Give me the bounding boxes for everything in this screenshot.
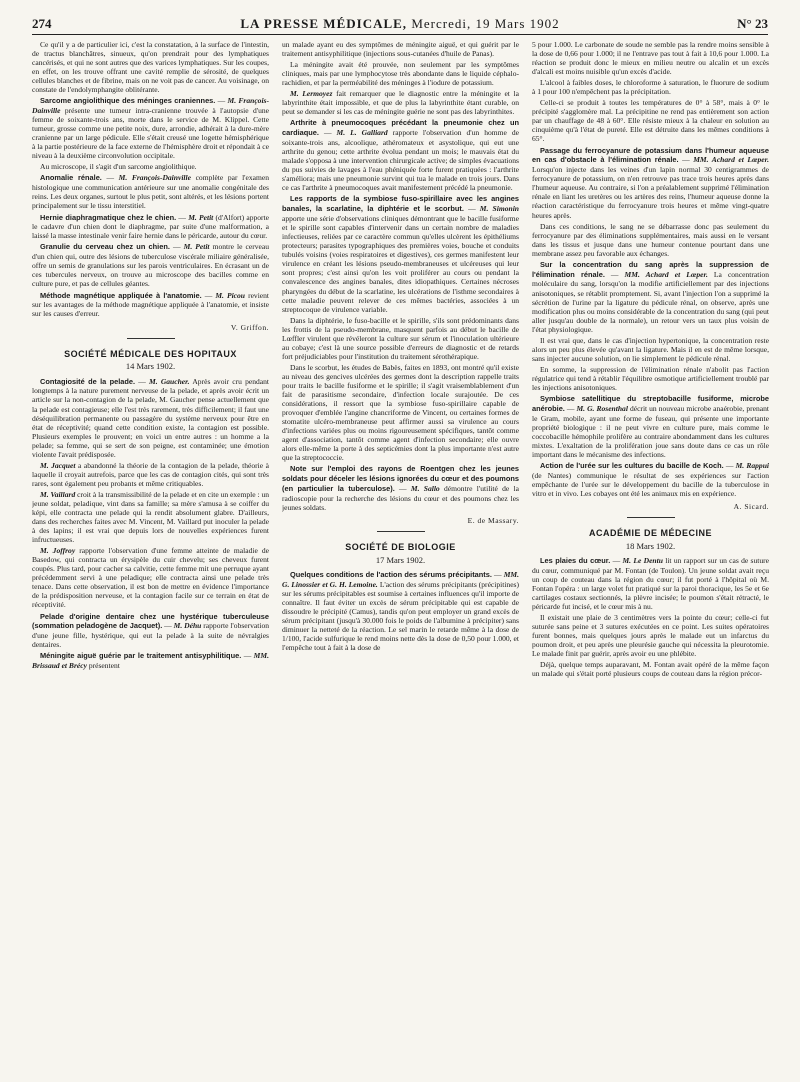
article: Note sur l'emploi des rayons de Roentgen chez les jeunes soldats pour déceler les lésions ignorées du cœur et des poumons (en particulier la tuberculose). — M. Sallo démontre l'utilité de la radioscopie pour la recherche des lésions du cœur et des poumons chez les jeunes soldats. (282, 464, 519, 513)
article-title: Les plaies du cœur. (540, 556, 611, 566)
paragraph (32, 461, 269, 488)
signature: V. Griffon. (230, 322, 269, 332)
paragraph: Celle-ci se produit à toutes les températures de 0° à 58°, mais à 0° le précipité s'agglomère mal. La précipitine ne rend pas entièrement son action par un chauffage de 48 à 60°. Elle résiste mieux à la chaleur en solution au cinquième qu'à l'état de pureté. Elle est détruite dans les mêmes conditions à 65°. (532, 98, 769, 144)
paragraph: 5 pour 1.000. Le carbonate de soude ne semble pas la rendre moins sensible à la dose de 0,66 pour 1.000; il ne l'entrave pas tout à fait à 10,6 pour 1.000. La réaction se produit donc le mieux en milieu neutre ou alcalin et un excès d'alcali est moins nuisible qu'un excès d'acide. (532, 40, 769, 77)
article-author: M. Petit (183, 242, 210, 252)
divider (377, 531, 425, 532)
article: Anomalie rénale. — M. François-Dainville complète par l'examen histologique une communication antérieure sur une anomalie congénitale des reins. Les deux organes, surtout le plus petit, sont altérés, et les lésions portent principalement sur le tissu interstitiel. (32, 173, 269, 211)
paragraph-text: rapporte l'observation d'une femme atteinte de maladie de Basedow, qui contracta un érysipèle du cuir chevelu; ses cheveux furent coupés. Plus tard, pour cacher sa calvitie, cette femme mit une perruque ayant précédemment servi à une peladique; elle contracta ainsi une pelade très tenace. Dans cette observation, il est bon de mettre en évidence l'importance de la prédisposition nerveuse, et la contagion facile sur ce terrain en état de réceptivité. (32, 546, 269, 610)
article-title: Hernie diaphragmatique chez le chien. (40, 212, 177, 222)
article-text: montre le cerveau d'un chien qui, outre des lésions de tuberculose viscérale miliaire généralisée, offre un semis de granulations sur les parois ventriculaires. En écrasant un de ces tubercules nerveux, on trouve au microscope des bacilles comme en culture pure, et pas de cellules géantes. (32, 242, 269, 289)
article-text: décrit un nouveau microbe anaérobie, prenant le Gram, mobile, ayant une forme de fuseau, qui présente une importante propriété biologique : il ne peut vivre en culture pure, mais comme le coccobacille hémophile prolifère au contraire abondamment dans les cultures mixtes. L'exaltation de la prolifération joue sans doute dans ce cas un rôle important dans le mécanisme des infections. (532, 403, 769, 459)
page-number: 274 (32, 16, 52, 31)
article-author: M. Sallo (410, 484, 440, 494)
article-title: Anomalie rénale. (40, 173, 102, 183)
article: Sarcome angiolithique des méninges craniennes. — M. François-Dainville présente une tumeur intra-cranienne trouvée à l'autopsie d'une femme de soixante-trois ans, morte dans le service de M. Klippel. Cette tumeur, grosse comme une petite noix, dure, arrondie, adhérait à la dure-mère cranienne par un large pédicule. Elle s'était creusé une logette hémisphérique à la partie postérieure de la face externe de l'hémisphère droit et répondait à ce niveau à la deuxième circonvolution occipitale. (32, 96, 269, 161)
article-text: L'action des sérums précipitants (précipitines) sur les sérums précipitables est soumise à certaines influences qu'il importe de connaître. Il faut éviter un excès de sérum précipitable qui est capable de dissoudre le précipité (Camus), tandis qu'on peut employer un grand excès de sérum précipitant (jusqu'à 30.000 fois le poids de l'albumine à précipiter) sans diminuer la netteté de la réaction. Le sel marin le retarde même à la dose de 1/100, l'acide sulfurique le rend moins nette dès la dose de 0,50 pour 1.000, et l'empêche tout à fait à la dose de (282, 580, 519, 653)
article-author: M. L. Galliard (336, 128, 388, 138)
article: Sur la concentration du sang après la suppression de l'élimination rénale. — MM. Achard et Lœper. La concentration moléculaire du sang, lorsqu'on la modifie artificiellement par des injections anisotoniques, se rétablit promptement. Si, avant l'injection l'on a supprimé la sécrétion de l'urine par la ligature du pédicule rénal, on observe, après une modification plus ou moins considérable de la concentration du sang (qui peut aller jusqu'au double de la normale), un retour vers un taux plus voisin de l'état physiologique. (532, 259, 769, 334)
article-text: complète par l'examen histologique une communication antérieure sur une anomalie congénitale des reins. Les deux organes, surtout le plus petit, sont altérés, et les lésions portent principalement sur le tissu interstitiel. (32, 173, 269, 211)
speaker: M. Joffroy (40, 546, 76, 556)
paragraph: Il existait une plaie de 3 centimètres vers la pointe du cœur; celle-ci fut suturée sans peine et 3 sutures exécutées en ce point. Les suites opératoires furent bonnes, mais quelques jours après le malade eut un infarctus du poumon droit, et peu après une pleurésie gauche qui nécessita la pleurotomie. Le malade finit par guérir, après avoir eu une phlébite. (532, 613, 769, 659)
paragraph: un malade ayant eu des symptômes de méningite aiguë, et qui guérit par le traitement antisyphilitique (injections sous-cutanées d'huile de Panas). (282, 40, 519, 59)
article-text: (de Nantes) communique le résultat de ses expériences sur l'action empêchante de l'urée sur le développement du bacille de la tuberculose in vitro et in vivo. Les cobayes ont été les animaux mis en expérience. (532, 470, 769, 498)
article-author: M. G. Rosenthal (576, 403, 628, 413)
paragraph (282, 89, 519, 116)
article-text: La concentration moléculaire du sang, lorsqu'on la modifie artificiellement par des injections anisotoniques, se rétablit promptement. Si, avant l'injection l'on a supprimé la sécrétion de l'urine par la ligature du pédicule rénal, on observe, après une modification plus ou moins considérable de la concentration du sang (qui peut aller jusqu'au double de la normale), un retour vers un taux plus voisin de l'état physiologique. (532, 269, 769, 334)
paragraph-text: croit à la transmissibilité de la pelade et en cite un exemple : un jeune soldat, peladique, vint dans sa famille; sa mère s'amusa à se coiffer du képi, elle contracta une pelade qui la rendit absolument glabre. D'ailleurs, dans des recherches faites avec M. Vincent, M. Vaillard put inoculer la pelade à des lapins; il est vrai que depuis lors de nouvelles expériences furent infructueuses. (32, 489, 269, 545)
paragraph: Dans la diphtérie, le fuso-bacille et le spirille, s'ils sont prédominants dans les frottis de la pseudo-membrane, masquent parfois au début le bacille de Lœffler virulent que révéleront la culture sur sérum et l'inoculation ultérieure au cobaye; c'est là une source possible d'erreurs de diagnostic et de retards fort préjudiciables pour l'institution du traitement sérothérapique. (282, 315, 519, 361)
article-author: M. François-Dainville (32, 96, 269, 116)
article: Passage du ferrocyanure de potassium dans l'humeur aqueuse en cas d'obstacle à l'élimination rénale. — MM. Achard et Lœper. Lorsqu'on injecte dans les veines d'un lapin normal 30 centigrammes de ferrocyanure de potassium, on n'en retrouve pas trace trois heures après dans l'humeur aqueuse. Au contraire, si l'on a préalablement supprimé l'élimination rénale en liant les uretères ou les artères des reins, l'humeur aqueuse donne la réaction caractéristique du ferrocyanure trois heures et même vingt-quatre heures après. (532, 145, 769, 220)
article: Hernie diaphragmatique chez le chien. — M. Petit (d'Alfort) apporte le cadavre d'un chien dont le diaphragme, par suite d'une malformation, a laissé la masse intestinale venir faire hernie dans le péricarde, autour du cœur. (32, 212, 269, 241)
paragraph: Dans ces conditions, le sang ne se débarrasse donc pas seulement du ferrocyanure par des éliminations supplémentaires, mais aussi en le versant dans les tissus et jusque dans une humeur contenue pourtant dans une membrane assez peu favorable aux échanges. (532, 221, 769, 258)
article-author: MM. G. Linossier et G. H. Lemoine. (282, 570, 519, 590)
signature: A. Sicard. (733, 502, 769, 512)
article: Symbiose satellitique du streptobacille fusiforme, microbe anérobie. — M. G. Rosenthal décrit un nouveau microbe anaérobie, prenant le Gram, mobile, ayant une forme de fuseau, qui présente une importante propriété biologique : il ne peut vivre en culture pure, mais comme le coccobacille hémophile prolifère au contraire abondamment dans les cultures mixtes. L'exaltation de la prolifération joue sans doute dans ce cas un rôle important dans le mécanisme des infections. (532, 394, 769, 459)
article-author: M. Gaucher. (149, 376, 190, 386)
article-title: Sur la concentration du sang après la suppression de l'élimination rénale. (532, 259, 769, 279)
article-author: MM. Brissaud et Brécy (32, 651, 269, 671)
speaker: M. Jacquet (40, 460, 76, 470)
column-1 (32, 40, 269, 1074)
article: Granulie du cerveau chez un chien. — M. Petit montre le cerveau d'un chien qui, outre des lésions de tuberculose viscérale miliaire généralisée, offre un semis de granulations sur les parois ventriculaires. En écrasant un de ces tubercules nerveux, on trouve au microscope des bacilles comme en culture pure, et pas de cellules géantes. (32, 242, 269, 289)
article: Quelques conditions de l'action des sérums précipitants. — MM. G. Linossier et G. H. Lemoine. L'action des sérums précipitants (précipitines) sur les sérums précipitables est soumise à certaines influences qu'il importe de connaître. Il faut éviter un excès de sérum précipitable qui est capable de dissoudre le précipité (Camus), tandis qu'on peut employer un grand excès de sérum précipitant (jusqu'à 30.000 fois le poids de l'albumine à précipiter) sans diminuer la netteté de la réaction. Le sel marin le retarde même à la dose de 1/100, l'acide sulfurique le rend moins nette dès la dose de 0,50 pour 1.000, et l'empêche tout à fait à la dose de (282, 570, 519, 653)
article-title: Action de l'urée sur les cultures du bacille de Koch. (540, 461, 724, 471)
article-title: Passage du ferrocyanure de potassium dans l'humeur aqueuse en cas d'obstacle à l'élimination rénale. (532, 145, 769, 165)
speaker: M. Lermoyez (290, 89, 333, 99)
article: Arthrite à pneumocoques précédant la pneumonie chez un cardiaque. — M. L. Galliard rapporte l'observation d'un homme de soixante-trois ans, alcoolique, athéromateux et asystolique, qui eut une arthrite du genou; cette arthrite évolua pendant un mois; le mauvais état du malade s'opposa à une intervention chirurgicale active; de simples évacuations du pus suivies de lavages à l'eau phéniquée forte furent pratiquées : l'arthrite s'améliora; mais une pneumonie survint qui tua le malade en trois jours. Dans ce cas l'arthrite à pneumocoques avait manifestement précédé la pneumonie. (282, 118, 519, 193)
article: Les rapports de la symbiose fuso-spirillaire avec les angines banales, la scarlatine, la diphtérie et le scorbut. — M. Simonin apporte une série d'observations cliniques démontrant que le bacille fusiforme et le spirille sont capables d'intervenir dans un certain nombre de maladies infectieuses, reliées par ce caractère commun qu'elles ulcèrent les épithéliums protecteurs; parasites typographiques des premières voies, bouche et conduits tubulés voisins (voies respiratoires et digestives), ces germes manifestent leur virulence en créant les lésions pseudo-membraneuses et ulcéreuses qui leur sont propres; c'est ainsi qu'on les voit proliférer au cours ou pendant la convalescence des angines banales, dites idiopathiques. Certaines nécroses pharyngées du début de la scarlatine, les ulcérations de l'isthme secondaires à cette maladie peuvent relever de ces mêmes bactéries, associées à un streptocoque de virulence variable. (282, 194, 519, 314)
article-title: Symbiose satellitique du streptobacille fusiforme, microbe anérobie. (532, 394, 769, 413)
article: Les plaies du cœur. — M. Le Dentu lit un rapport sur un cas de suture du cœur, communiqué par M. Fontan (de Toulon). Un jeune soldat avait reçu un coup de couteau dans la région du cœur; il fut porté à l'hôpital où M. Fontan l'opéra : un large volet fut pratiqué sur la paroi thoracique, les 5e et 6e cartilages costaux sectionnés, la plèvre incisée; le poumon s'était rétracté, le péricarde fut incisé, et le cœur mis à nu. (532, 556, 769, 612)
society-heading: SOCIÉTÉ DE BIOLOGIE (345, 542, 456, 553)
article: Pelade d'origine dentaire chez une hystérique tuberculeuse (sommation peladogène de Jacquet). — M. Déhu rapporte l'observation d'une jeune fille, hystérique, qui eut la pelade à la suite de névralgies dentaires. (32, 611, 269, 650)
article: Méningite aiguë guérie par le traitement antisyphilitique. — MM. Brissaud et Brécy présentent (32, 651, 269, 671)
article-author: M. Rappui (735, 461, 769, 471)
article-title: Pelade d'origine dentaire chez une hystérique tuberculeuse (sommation peladogène de Jacquet). (32, 611, 269, 631)
divider (627, 517, 675, 518)
article-text: rapporte l'observation d'un homme de soixante-trois ans, alcoolique, athéromateux et asystolique, qui eut une arthrite du genou; cette arthrite évolua pendant un mois; le mauvais état du malade s'opposa à une intervention chirurgicale active; de simples évacuations du pus suivies de lavages à l'eau phéniquée forte furent pratiquées : l'arthrite s'améliora; mais une pneumonie survint qui tua le malade en trois jours. Dans ce cas l'arthrite à pneumocoques avait manifestement précédé la pneumonie. (282, 128, 519, 193)
article-author: M. Le Dentu (622, 556, 663, 566)
article-title: Note sur l'emploi des rayons de Roentgen chez les jeunes soldats pour déceler les lésions ignorées du cœur et des poumons (en particulier la tuberculose). (282, 464, 519, 494)
article-title: Arthrite à pneumocoques précédant la pneumonie chez un cardiaque. (282, 118, 519, 138)
paragraph (32, 546, 269, 609)
session-date: 17 Mars 1902. (375, 554, 426, 565)
society-heading: ACADÉMIE DE MÉDECINE (588, 528, 712, 539)
issue-date: Mercredi, 19 Mars 1902 (411, 16, 560, 31)
article-title: Les rapports de la symbiose fuso-spirillaire avec les angines banales, la scarlatine, la diphtérie et le scorbut. (282, 194, 519, 214)
paragraph-text: a abandonné la théorie de la contagion de la pelade, théorie à laquelle il croyait autrefois, parce que les cas de contagion cités, qui sont très rares, sont également peu probants et même critiquables. (32, 460, 269, 488)
paragraph: Dans le scorbut, les études de Babès, faites en 1893, ont montré qu'il existe au niveau des gencives ulcérées des germes dont la description rappelle traits pour traits le bacille fusiforme et le spirille; il s'agit vraisemblablement d'un fait de parasitisme secondaire, d'infection locale surajoutée. De ces considérations, il ressort que la symbiose fuso-spirillaire capable de provoquer d'emblée l'angine chancriforme de Vincent, ou certaines formes de stomatite ulcéro-membraneuse peut affirmer aussi sa virulence au cours d'infections variées plus ou moins rigoureusement spécifiques, tantôt comme agent d'association, tantôt comme agent d'infection secondaire; elle ouvre alors elle-même la porte à des septicémies dont la plus importante n'est autre que la streptococcie. (282, 362, 519, 463)
article-text: démontre l'utilité de la radioscopie pour la recherche des lésions du cœur et des poumons chez les jeunes soldats. (282, 484, 519, 513)
speaker: M. Vaillard (40, 489, 76, 499)
article-title: Sarcome angiolithique des méninges craniennes. (40, 96, 216, 106)
article-text: (d'Alfort) apporte le cadavre d'un chien dont le diaphragme, par suite d'une malformation, a laissé la masse intestinale venir faire hernie dans le péricarde, autour du cœur. (32, 212, 269, 241)
paragraph: L'alcool à faibles doses, le chloroforme à saturation, le fluorure de sodium à 1 pour 100 n'empêchent pas la précipitation. (532, 78, 769, 97)
article: Action de l'urée sur les cultures du bacille de Koch. — M. Rappui (de Nantes) communique le résultat de ses expériences sur l'action empêchante de l'urée sur le développement du bacille de la tuberculose in vitro et in vivo. Les cobayes ont été les animaux mis en expérience. (532, 461, 769, 498)
journal-name: LA PRESSE MÉDICALE, (240, 16, 408, 31)
article-text: présentent (88, 661, 120, 671)
article-text: lit un rapport sur un cas de suture du cœur, communiqué par M. Fontan (de Toulon). Un jeune soldat avait reçu un coup de couteau dans la région du cœur; il fut porté à l'hôpital où M. Fontan l'opéra : un large volet fut pratiqué sur la paroi thoracique, les 5e et 6e cartilages costaux sectionnés, la plèvre incisée; le poumon s'était rétracté, le péricarde fut incisé, et le cœur mis à nu. (532, 556, 769, 612)
article: Contagiosité de la pelade. — M. Gaucher. Après avoir cru pendant longtemps à la nature purement nerveuse de la pelade, et après avoir écrit un article sur la non-contagion de la pelade, M. Gaucher pense actuellement que la pelade est contagieuse; elle l'est très rarement, très difficilement; il faut une déséquilibration permanente ou passagère du système nerveux pour être en état de réceptivité; quand cette condition existe, la contagion est possible. Plusieurs exemples le prouvent; en voici un entre autres : un homme a la pelade; sa femme, qui se sert de son peigne, est contaminée; une émotion violente l'avait prédisposée. (32, 376, 269, 459)
article-text: rapporte l'observation d'une jeune fille, hystérique, qui eut la pelade à la suite de névralgies dentaires. (32, 621, 269, 650)
article-text: revient sur les avantages de la méthode magnétique appliquée à l'anatomie, et insiste sur les causes d'erreur. (32, 290, 269, 319)
paragraph: Au microscope, il s'agit d'un sarcome angiolithique. (40, 162, 197, 172)
paragraph: La méningite avait été prouvée, non seulement par les symptômes cliniques, mais par une lymphocytose très abondante dans le liquide céphalo-rachidien, et par la perméabilité des méninges à l'iodure de potassium. (282, 60, 519, 88)
article-text: Lorsqu'on injecte dans les veines d'un lapin normal 30 centigrammes de ferrocyanure de potassium, on n'en retrouve pas trace trois heures après dans l'humeur aqueuse. Au contraire, si l'on a préalablement supprimé l'élimination rénale en liant les uretères ou les artères des reins, l'humeur aqueuse donne la réaction caractéristique du ferrocyanure trois heures et même vingt-quatre heures après. (532, 165, 769, 220)
divider (127, 338, 175, 339)
article-author: M. Petit (188, 212, 214, 222)
article-title: Quelques conditions de l'action des sérums précipitants. (290, 570, 492, 580)
society-heading: SOCIÉTÉ MÉDICALE DES HOPITAUX (64, 348, 237, 359)
article: Méthode magnétique appliquée à l'anatomie. — M. Picou revient sur les avantages de la méthode magnétique appliquée à l'anatomie, et insiste sur les causes d'erreur. (32, 290, 269, 319)
paragraph: En somme, la suppression de l'élimination rénale n'abolit pas l'action régulatrice qui tend à rétablir l'équilibre osmotique artificiellement troublé par les injections anisotoniques. (532, 364, 769, 392)
article-author: M. Simonin (479, 204, 519, 214)
page-header (32, 14, 768, 35)
column-3 (532, 40, 769, 1074)
paragraph (32, 490, 269, 544)
article-author: M. Picou (215, 290, 245, 300)
article-text: présente une tumeur intra-cranienne trouvée à l'autopsie d'une femme de soixante-trois ans, morte dans le service de M. Klippel. Cette tumeur, grosse comme une petite noix, dure, arrondie, adhérait à la dure-mère cranienne par un large pédicule. Elle s'était creusé une logette hémisphérique à la partie postérieure de la face externe de l'hémisphère droit et répondait à ce niveau à la deuxième circonvolution occipitale. (32, 106, 269, 161)
article-author: MM. Achard et Lœper. (693, 155, 769, 165)
article-title: Granulie du cerveau chez un chien. (40, 242, 170, 252)
session-date: 18 Mars 1902. (625, 540, 676, 551)
article-text: apporte une série d'observations cliniques démontrant que le bacille fusiforme et le spirille sont capables d'intervenir dans un certain nombre de maladies infectieuses, reliées par ce caractère commun qu'elles ulcèrent les épithéliums protecteurs; parasites typographiques des premières voies, bouche et conduits tubulés voisins (voies respiratoires et digestives), ces germes manifestent leur virulence en créant les lésions pseudo-membraneuses et ulcéreuses qui leur sont propres; c'est ainsi qu'on les voit proliférer au cours ou pendant la convalescence des angines banales, dites idiopathiques. Certaines nécroses pharyngées du début de la scarlatine, les ulcérations de l'isthme secondaires à cette maladie peuvent relever de ces mêmes bactéries, associées à un streptocoque de virulence variable. (282, 214, 519, 314)
paragraph: Ce qu'il y a de particulier ici, c'est la constatation, à la surface de l'intestin, de tractus blanchâtres, sinueux, qu'on prendrait pour des lymphatiques cancérisés, et qui ne sont autres que des varices lymphatiques. Sur les coupes, en effet, on les trouve offrant une cavité remplie de sérosité, de quelques cellules blanches et de fibrine, mais on ne voit pas de cancer. Au voisinage, on constate de l'endolymphangite oblitérante. (32, 40, 269, 95)
article-author: MM. Achard et Lœper. (624, 269, 708, 279)
journal-title (32, 16, 768, 32)
article-title: Méthode magnétique appliquée à l'anatomie. (40, 290, 202, 300)
article-title: Méningite aiguë guérie par le traitement antisyphilitique. (40, 651, 242, 661)
article-author: M. Déhu (173, 621, 202, 631)
article-author: M. François-Dainville (118, 173, 191, 183)
column-2 (282, 40, 519, 1074)
paragraph-text: fait remarquer que le diagnostic entre la méningite et la labyrinthite était impossible, et que de plus la labyrinthite étant curable, on peut se demander si les cas de méningite guérie ne sont pas des labyrinthites. (282, 89, 519, 117)
article-title: Contagiosité de la pelade. (40, 376, 136, 386)
article-text: Après avoir cru pendant longtemps à la nature purement nerveuse de la pelade, et après avoir écrit un article sur la non-contagion de la pelade, M. Gaucher pense actuellement que la pelade est contagieuse; elle l'est très rarement, très difficilement; il faut une déséquilibration permanente ou passagère du système nerveux pour être en état de réceptivité; quand cette condition existe, la contagion est possible. Plusieurs exemples le prouvent; en voici un entre autres : un homme a la pelade; sa femme, qui se sert de son peigne, est contaminée; une émotion violente l'avait prédisposée. (32, 376, 269, 459)
issue-number: N° 23 (737, 16, 768, 31)
signature: E. de Massary. (467, 516, 519, 526)
paragraph: Il est vrai que, dans le cas d'injection hypertonique, la concentration reste alors un peu plus élevée qu'avant la ligature. Mais il en est de même lorsque, sans injecter aucune solution, on lie simplement le pédicule rénal. (532, 335, 769, 363)
paragraph: Déjà, quelque temps auparavant, M. Fontan avait opéré de la même façon un malade qui s'était porté plusieurs coups de couteau dans la région précor- (532, 660, 769, 679)
session-date: 14 Mars 1902. (125, 361, 176, 372)
